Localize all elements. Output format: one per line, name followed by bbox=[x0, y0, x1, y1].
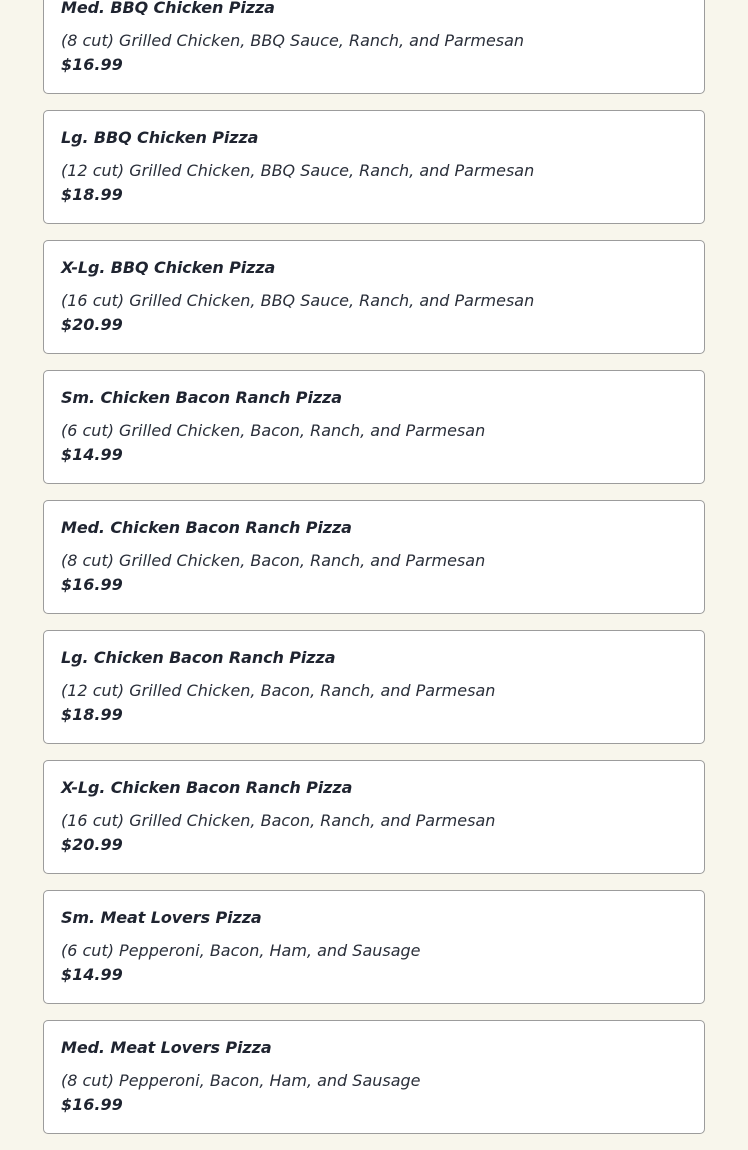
item-name: Med. Chicken Bacon Ranch Pizza bbox=[61, 518, 352, 537]
item-name: Sm. Meat Lovers Pizza bbox=[61, 908, 262, 927]
item-price: $16.99 bbox=[61, 55, 123, 74]
menu-item-med-meat-lovers-pizza[interactable] bbox=[43, 1020, 705, 1134]
item-price: $20.99 bbox=[61, 315, 123, 334]
item-description: (8 cut) Grilled Chicken, Bacon, Ranch, and Parmesan bbox=[61, 551, 486, 570]
item-name: Sm. Chicken Bacon Ranch Pizza bbox=[61, 388, 342, 407]
item-description: (12 cut) Grilled Chicken, Bacon, Ranch, and Parmesan bbox=[61, 681, 496, 700]
menu-item-xlg-chicken-bacon-ranch-pizza[interactable] bbox=[43, 760, 705, 874]
item-description: (6 cut) Pepperoni, Bacon, Ham, and Sausage bbox=[61, 941, 421, 960]
item-description: (12 cut) Grilled Chicken, BBQ Sauce, Ranch, and Parmesan bbox=[61, 161, 535, 180]
menu-item-lg-chicken-bacon-ranch-pizza[interactable] bbox=[43, 630, 705, 744]
item-price: $16.99 bbox=[61, 575, 123, 594]
item-description: (6 cut) Grilled Chicken, Bacon, Ranch, and Parmesan bbox=[61, 421, 486, 440]
item-price: $18.99 bbox=[61, 185, 123, 204]
item-name: Lg. Chicken Bacon Ranch Pizza bbox=[61, 648, 336, 667]
item-description: (8 cut) Grilled Chicken, BBQ Sauce, Ranch, and Parmesan bbox=[61, 31, 525, 50]
menu-item-med-chicken-bacon-ranch-pizza[interactable] bbox=[43, 500, 705, 614]
menu-item-sm-meat-lovers-pizza[interactable] bbox=[43, 890, 705, 1004]
menu-item-sm-chicken-bacon-ranch-pizza[interactable] bbox=[43, 370, 705, 484]
menu-item-lg-bbq-chicken-pizza[interactable] bbox=[43, 110, 705, 224]
item-name: Med. Meat Lovers Pizza bbox=[61, 1038, 272, 1057]
item-description: (16 cut) Grilled Chicken, BBQ Sauce, Ranch, and Parmesan bbox=[61, 291, 535, 310]
item-price: $16.99 bbox=[61, 1095, 123, 1114]
item-name: Med. BBQ Chicken Pizza bbox=[61, 0, 275, 17]
item-price: $14.99 bbox=[61, 965, 123, 984]
item-description: (8 cut) Pepperoni, Bacon, Ham, and Sausage bbox=[61, 1071, 421, 1090]
item-name: X-Lg. BBQ Chicken Pizza bbox=[61, 258, 276, 277]
menu-list bbox=[43, 0, 705, 1150]
menu-item-xlg-bbq-chicken-pizza[interactable] bbox=[43, 240, 705, 354]
item-price: $14.99 bbox=[61, 445, 123, 464]
item-name: X-Lg. Chicken Bacon Ranch Pizza bbox=[61, 778, 353, 797]
item-price: $20.99 bbox=[61, 835, 123, 854]
item-price: $18.99 bbox=[61, 705, 123, 724]
item-name: Lg. BBQ Chicken Pizza bbox=[61, 128, 259, 147]
menu-item-med-bbq-chicken-pizza[interactable] bbox=[43, 0, 705, 94]
item-description: (16 cut) Grilled Chicken, Bacon, Ranch, and Parmesan bbox=[61, 811, 496, 830]
